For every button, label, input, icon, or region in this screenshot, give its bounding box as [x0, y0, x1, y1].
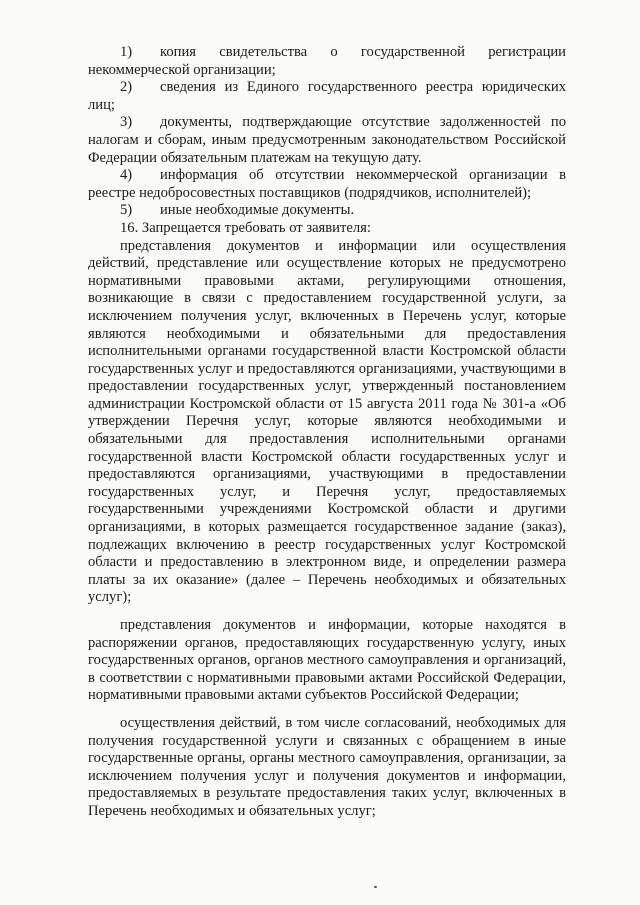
- paragraph-2: представления документов и информации, которые находятся в распоряжении органов, предоставляющих государственную услугу, иных государственных органов, органов местного самоуправления и организаций, в соответствии с нормативными правовыми актами Российской Федерации, нормативными правовыми актами субъектов Российской Федерации;: [88, 617, 566, 704]
- list-item-text: копия свидетельства о государственной регистрации некоммерческой организации;: [88, 44, 566, 78]
- document-body: [88, 44, 566, 821]
- list-item-text: сведения из Единого государственного реестра юридических лиц;: [88, 79, 566, 113]
- list-item-text: иные необходимые документы.: [160, 202, 355, 219]
- list-item-number: 4): [120, 167, 133, 184]
- list-item-text: информация об отсутствии некоммерческой организации в реестре недобросовестных поставщиков (подрядчиков, исполнителей);: [88, 167, 566, 201]
- list-item-number: 1): [120, 44, 133, 60]
- list-item-4: [88, 167, 566, 202]
- list-item-number: 3): [120, 114, 133, 131]
- clause-16-heading: 16. Запрещается требовать от заявителя:: [120, 219, 371, 236]
- paragraph-3: осуществления действий, в том числе согласований, необходимых для получения государственной услуги и связанных с обращением в иные государственные органы, органы местного самоуправления, организации, за исключением получения услуг и получения документов и информации, предоставляемых в результате предоставления таких услуг, включенных в Перечень необходимых и обязательных услуг;: [88, 714, 566, 819]
- list-item-text: документы, подтверждающие отсутствие задолженностей по налогам и сборам, иным предусмотренным законодательством Российской Федерации обязательным платежам на текущую дату.: [88, 114, 566, 166]
- list-item-5: [88, 202, 566, 220]
- list-item-1: [88, 44, 566, 79]
- paragraph-1: представления документов и информации или осуществления действий, представление или осуществление которых не предусмотрено нормативными правовыми актами, регулирующими отношения, возникающие в связи с предоставлением государственной услуги, за исключением получения услуг, включенных в Перечень услуг, которые являются необходимыми и обязательными для предоставления исполнительными органами государственной власти Костромской области государственных услуг и предоставляются организациями, участвующими в предоставлении государственных услуг, утвержденный постановлением администрации Костромской области от 15 августа 2011 года № 301-а «Об утверждении Перечня услуг, которые являются необходимыми и обязательными для предоставления исполнительными органами государственной власти Костромской области государственных услуг и предоставляются организациями, участвующими в предоставлении государственных услуг, и Перечня услуг, предоставляемых государственными учреждениями Костромской области и другими организациями, в которых размещается государственное задание (заказ), подлежащих включению в реестр государственных услуг Костромской области и предоставлению в электронном виде, и определении размера платы за их оказание» (далее – Перечень необходимых и обязательных услуг);: [88, 237, 566, 606]
- list-item-number: 5): [120, 202, 133, 219]
- scan-speck: [374, 886, 377, 888]
- list-item-3: [88, 114, 566, 167]
- list-item-2: [88, 79, 566, 114]
- list-item-number: 2): [120, 79, 133, 96]
